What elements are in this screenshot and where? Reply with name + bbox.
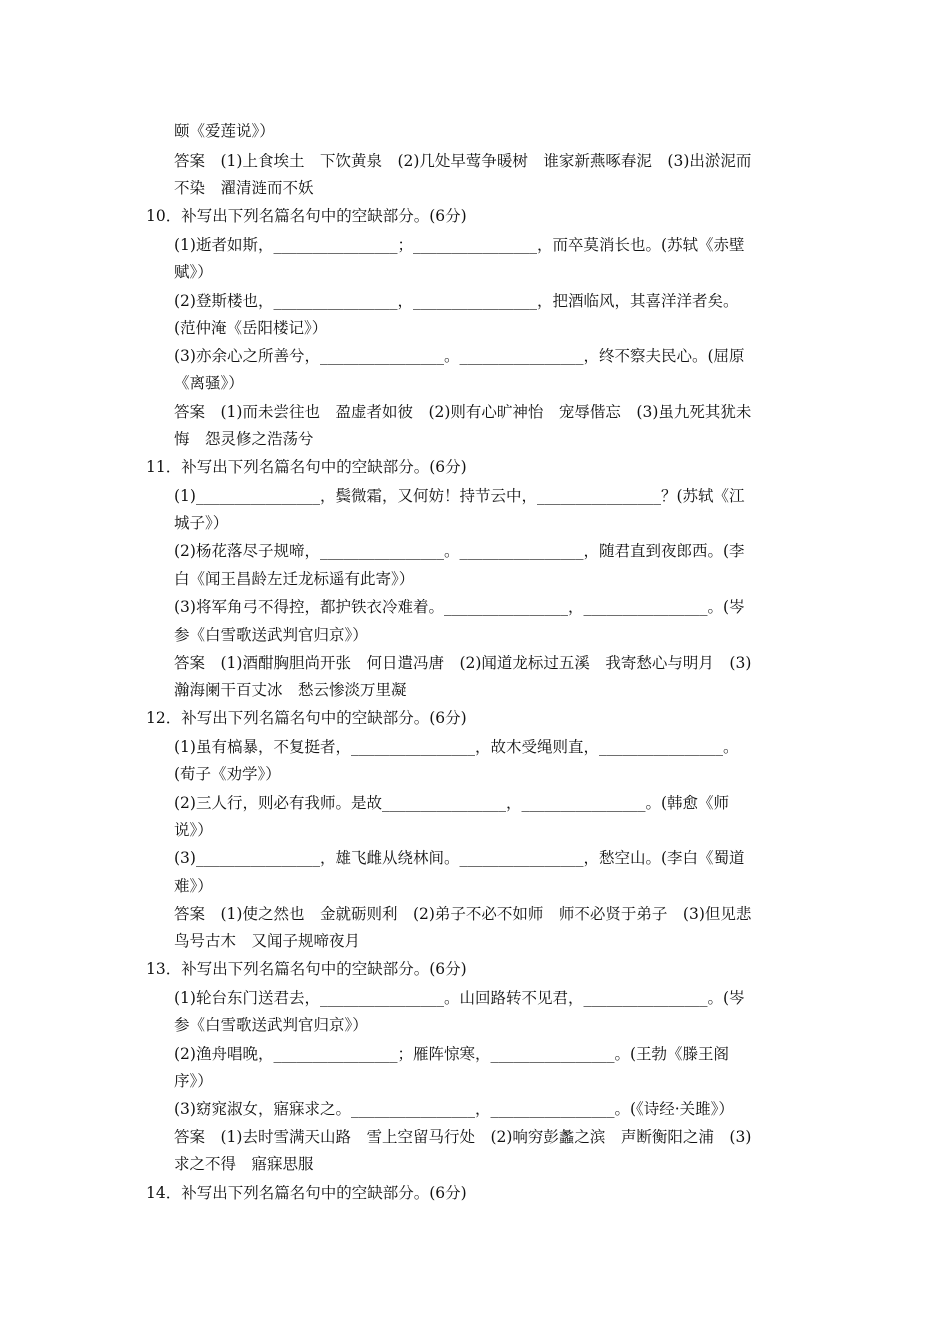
text-line: 序》） xyxy=(174,1072,213,1090)
text-line: (2)杨花落尽子规啼，________________。________________，随君直到夜郎西。(李 xyxy=(174,542,745,560)
text-line: (荀子《劝学》） xyxy=(174,765,281,783)
text-line: 《离骚》） xyxy=(174,374,244,392)
text-line: 悔 怨灵修之浩荡兮 xyxy=(174,430,314,448)
text-line: 参《白雪歌送武判官归京》） xyxy=(174,1016,368,1034)
answer-line: 答案 (1)而未尝往也 盈虚者如彼 (2)则有心旷神怡 宠辱偕忘 (3)虽九死其犹未 xyxy=(174,403,752,421)
text-line: (3)将军角弓不得控，都护铁衣冷难着。________________，________________。(岑 xyxy=(174,598,745,616)
text-line: (2)登斯楼也，________________，________________，把酒临风，其喜洋洋者矣。 xyxy=(174,292,739,310)
text-line: (1)轮台东门送君去，________________。山回路转不见君，________________。(岑 xyxy=(174,989,745,1007)
text-line: (3)________________，雄飞雌从绕林间。________________，愁空山。(李白《蜀道 xyxy=(174,849,745,867)
text-line: 城子》） xyxy=(174,514,229,532)
text-line: 不染 濯清涟而不妖 xyxy=(174,179,314,197)
answer-line: 答案 (1)使之然也 金就砺则利 (2)弟子不必不如师 师不必贤于弟子 (3)但见悲 xyxy=(174,905,752,923)
text-line: 鸟号古木 又闻子规啼夜月 xyxy=(174,932,361,950)
text-line: (范仲淹《岳阳楼记》） xyxy=(174,319,328,337)
text-line: (1)________________，鬓微霜，又何妨！持节云中，________________？(苏轼《江 xyxy=(174,487,745,505)
question-heading: 13．补写出下列名篇名句中的空缺部分。(6分) xyxy=(146,960,467,978)
text-line: (2)三人行，则必有我师。是故________________，________________。(韩愈《师 xyxy=(174,794,730,812)
text-line: (2)渔舟唱晚，________________；雁阵惊寒，________________。(王勃《滕王阁 xyxy=(174,1045,730,1063)
question-heading: 12．补写出下列名篇名句中的空缺部分。(6分) xyxy=(146,709,467,727)
question-heading: 11．补写出下列名篇名句中的空缺部分。(6分) xyxy=(146,458,467,476)
text-line: 难》） xyxy=(174,877,213,895)
text-line: 颐《爱莲说》） xyxy=(174,122,275,140)
text-line: 赋》） xyxy=(174,263,213,281)
text-line: (3)窈窕淑女，寤寐求之。________________，________________。(《诗经·关雎》） xyxy=(174,1100,734,1118)
text-line: 瀚海阑干百丈冰 愁云惨淡万里凝 xyxy=(174,681,407,699)
text-line: 求之不得 寤寐思服 xyxy=(174,1155,314,1173)
answer-line: 答案 (1)去时雪满天山路 雪上空留马行处 (2)响穷彭蠡之滨 声断衡阳之浦 (3) xyxy=(174,1128,752,1146)
text-line: (3)亦余心之所善兮，________________。________________，终不察夫民心。(屈原 xyxy=(174,347,745,365)
text-line: 白《闻王昌龄左迁龙标遥有此寄》） xyxy=(174,570,415,588)
question-heading: 14．补写出下列名篇名句中的空缺部分。(6分) xyxy=(146,1184,467,1202)
text-line: (1)虽有槁暴，不复挺者，________________，故木受绳则直，________________。 xyxy=(174,738,739,756)
text-line: (1)逝者如斯，________________；________________，而卒莫消长也。(苏轼《赤壁 xyxy=(174,236,745,254)
text-line: 说》） xyxy=(174,821,213,839)
question-heading: 10．补写出下列名篇名句中的空缺部分。(6分) xyxy=(146,207,467,225)
answer-line: 答案 (1)上食埃土 下饮黄泉 (2)几处早莺争暖树 谁家新燕啄春泥 (3)出淤泥而 xyxy=(174,152,752,170)
answer-line: 答案 (1)酒酣胸胆尚开张 何日遣冯唐 (2)闻道龙标过五溪 我寄愁心与明月 (3) xyxy=(174,654,752,672)
text-line: 参《白雪歌送武判官归京》） xyxy=(174,626,368,644)
